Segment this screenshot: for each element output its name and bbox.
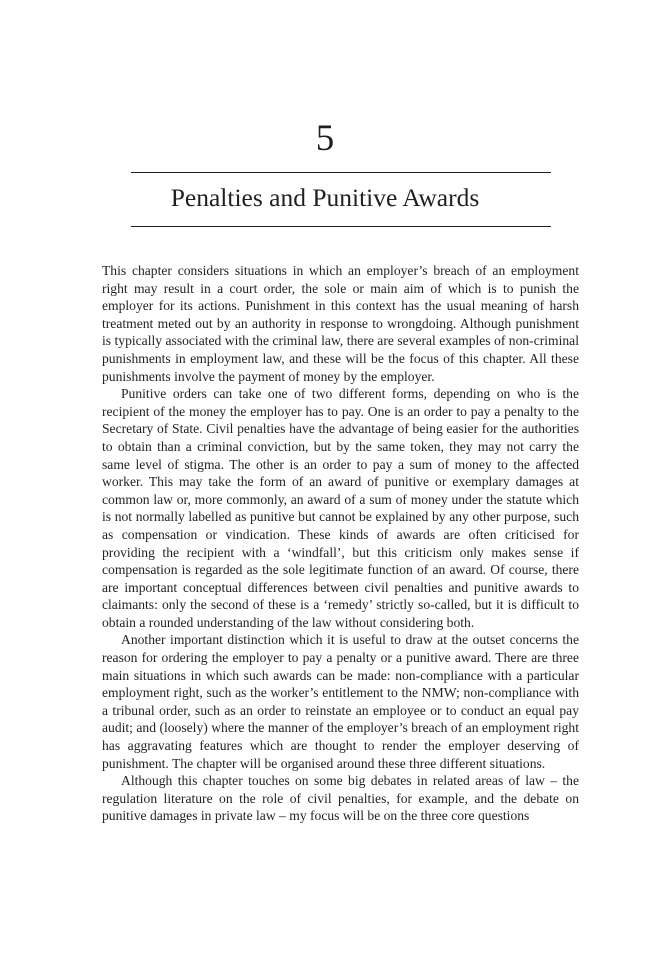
paragraph: Another important distinction which it is useful to draw at the outset concerns the reason for ordering the employer to pay a penalty or a punitive award. There are three main situations in which such awards can be made: non-compliance with a particular employment right, such as the worker’s entitlement to the NMW; non-compliance with a tribunal order, such as an order to reinstate an employee or to conduct an equal pay audit; and (loosely) where the manner of the employer’s breach of an employment right has aggravating features which are thought to render the employer deserving of punishment. The chapter will be organised around these three different situations. xyxy=(102,632,579,771)
title-rule-bottom xyxy=(131,226,551,227)
paragraph: Punitive orders can take one of two different forms, depending on who is the recipient of the money the employer has to pay. One is an order to pay a penalty to the Secretary of State. Civil penalties have the advantage of being easier for the authorities to obtain than a criminal conviction, but by the same token, they may not carry the same level of stigma. The other is an order to pay a sum of money to the affected worker. This may take the form of an award of punitive or exemplary damages at common law or, more commonly, an award of a sum of money under the statute which is not normally labelled as punitive but cannot be explained by any other purpose, such as compensation or vindication. These kinds of awards are often criticised for providing the recipient with a ‘windfall’, but this criticism only makes sense if compensation is regarded as the sole legitimate function of an award. Of course, there are important conceptual differences between civil penalties and punitive awards to claimants: only the second of these is a ‘remedy’ strictly so-called, but it is difficult to obtain a rounded understanding of the law without considering both. xyxy=(102,386,579,630)
chapter-title: Penalties and Punitive Awards xyxy=(170,183,480,212)
chapter-number: 5 xyxy=(315,118,335,159)
paragraph: Although this chapter touches on some big debates in related areas of law – the regulation literature on the role of civil penalties, for example, and the debate on punitive damages in private law – my focus will be on the three core questions xyxy=(102,773,579,824)
chapter-body xyxy=(102,262,579,825)
paragraph: This chapter considers situations in which an employer’s breach of an employment right may result in a court order, the sole or main aim of which is to punish the employer for its actions. Punishment in this context has the usual meaning of harsh treatment meted out by an authority in response to wrongdoing. Although punishment is typically associated with the criminal law, there are several examples of non-criminal punishments in employment law, and these will be the focus of this chapter. All these punishments involve the payment of money by the employer. xyxy=(102,263,579,384)
title-rule-top xyxy=(131,172,551,173)
